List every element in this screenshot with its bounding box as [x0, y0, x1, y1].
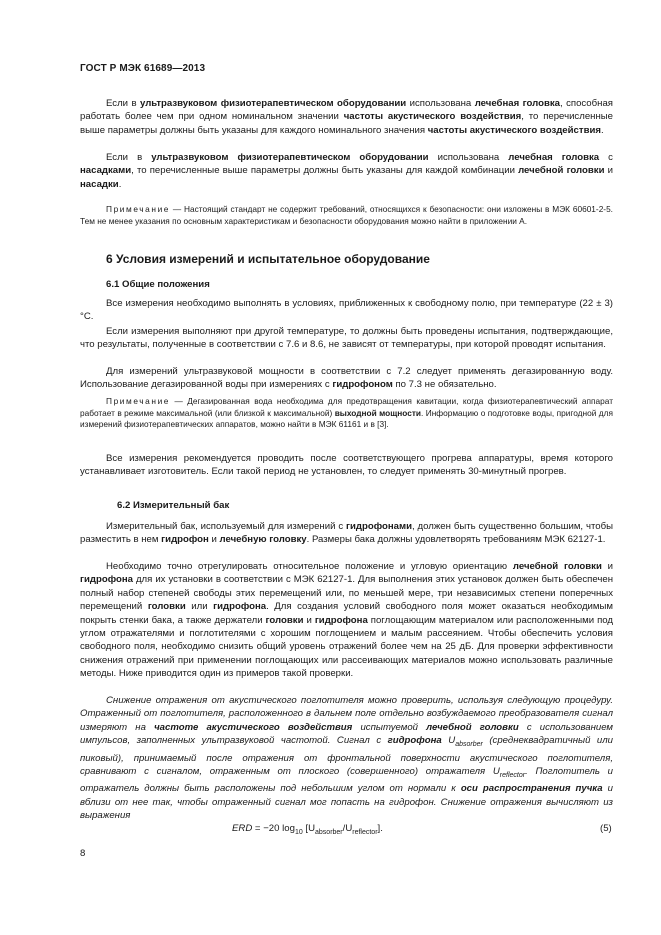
page-number: 8	[80, 848, 86, 859]
paragraph-therapy-head-frequency: Если в ультразвуковом физиотерапевтическом оборудовании использована лечебная головка, способная работать более чем при одном номинальном значении частоты акустического воздействия, то перечисленные выше параметры должны быть указаны для каждого номинального значения частоты акустического воздействия.	[80, 98, 613, 136]
formula-number: (5)	[600, 823, 612, 834]
section-6-1-heading: 6.1 Общие положения	[106, 279, 210, 290]
document-header: ГОСТ Р МЭК 61689—2013	[80, 63, 206, 74]
paragraph-temperature: Все измерения необходимо выполнять в условиях, приближенных к свободному полю, при температуре (22 ± 3) °С.	[80, 298, 613, 323]
formula-erd: ERD = −20 $\log_{10} [U_{absorber}/U_{reflector}]$.	[232, 823, 383, 836]
paragraph-other-temperature: Если измерения выполняют при другой температуре, то должны быть проведены испытания, подтверждающие, что результаты, полученные в соответствии с 7.6 и 8.6, не зависят от температуры, при которой проводят испытания.	[80, 326, 613, 351]
note-cavitation: Примечание — Дегазированная вода необходима для предотвращения кавитации, когда физиотерапевтический аппарат работает в режиме максимальной (или близкой к максимальной) выходной мощности. Информацию о подготовке воды, пригодной для измерений физиотерапевтических аппаратов, можно найти в МЭК 61161 и в [3].	[80, 396, 613, 430]
paragraph-therapy-head-attachments: Если в ультразвуковом физиотерапевтическом оборудовании использована лечебная головка с насадками, то перечисленные выше параметры должны быть указаны для каждой комбинации лечебной головки и насадки.	[80, 152, 613, 190]
note-safety: Примечание — Настоящий стандарт не содержит требований, относящихся к безопасности: они изложены в МЭК 60601-2-5. Тем не менее указания по основным характеристикам и безопасности оборудования можно найти в приложении А.	[80, 204, 613, 226]
paragraph-alignment: Необходимо точно отрегулировать относительное положение и угловую ориентацию лечебной головки и гидрофона для их установки в соответствии с МЭК 62127-1. Для выполнения этих установок должен быть обеспечен полный набор степеней свободы этих перемещений или, по меньшей мере, три независимых степени поперечных перемещений головки или гидрофона. Для создания условий свободного поля может оказаться необходимым покрыть стенки бака, а также держатели головки и гидрофона поглощающим материалом или расположенными под углом отражателями и поглотителями с хорошим поглощением и малым рассеянием. Чтобы обеспечить условия свободного поля, необходимо снизить общий уровень отражений более чем на 25 дБ. Для проверки эффективности снижения отражений при применении поглощающих или рассеивающих материалов можно использовать различные методы. Ниже приводится один из примеров такой проверки.	[80, 561, 614, 680]
paragraph-measurement-tank: Измерительный бак, используемый для измерений с гидрофонами, должен быть существенно большим, чтобы разместить в нем гидрофон и лечебную головку. Размеры бака должны удовлетворять требованиям МЭК 62127-1.	[80, 521, 614, 546]
section-6-heading: 6 Условия измерений и испытательное оборудование	[106, 252, 430, 266]
section-6-2-heading: 6.2 Измерительный бак	[117, 500, 230, 511]
paragraph-degassed-water: Для измерений ультразвуковой мощности в соответствии с 7.2 следует применять дегазированную воду. Использование дегазированной воды при измерениях с гидрофоном по 7.3 не обязательно.	[80, 366, 613, 391]
paragraph-reflection-check: Снижение отражения от акустического поглотителя можно проверить, используя следующую процедуру. Отраженный от поглотителя, расположенного в дальнем поле отдельно возбуждаемого преобразователя сигнал измеряют на частоте акустического воздействия испытуемой лечебной головки с использованием импульсов, заполненных ультразвуковой частотой. Сигнал с гидрофона $U_{absorber}$ (среднеквадратичный или пиковый), принимаемый после отражения от фронтальной поверхности акустического поглотителя, сравнивают с сигналом, отраженным от плоского (совершенного) отражателя $U_{reflector}$. Поглотитель и отражатель должны быть расположены под небольшим углом от нормали к оси распространения пучка и вблизи от нее так, чтобы отраженный сигнал мог попасть на гидрофон. Снижение отражения вычисляют из выражения	[80, 695, 613, 822]
paragraph-warmup: Все измерения рекомендуется проводить после соответствующего прогрева аппаратуры, время которого устанавливает изготовитель. Если такой период не установлен, то следует применять 30-минутный прогрев.	[80, 453, 613, 478]
